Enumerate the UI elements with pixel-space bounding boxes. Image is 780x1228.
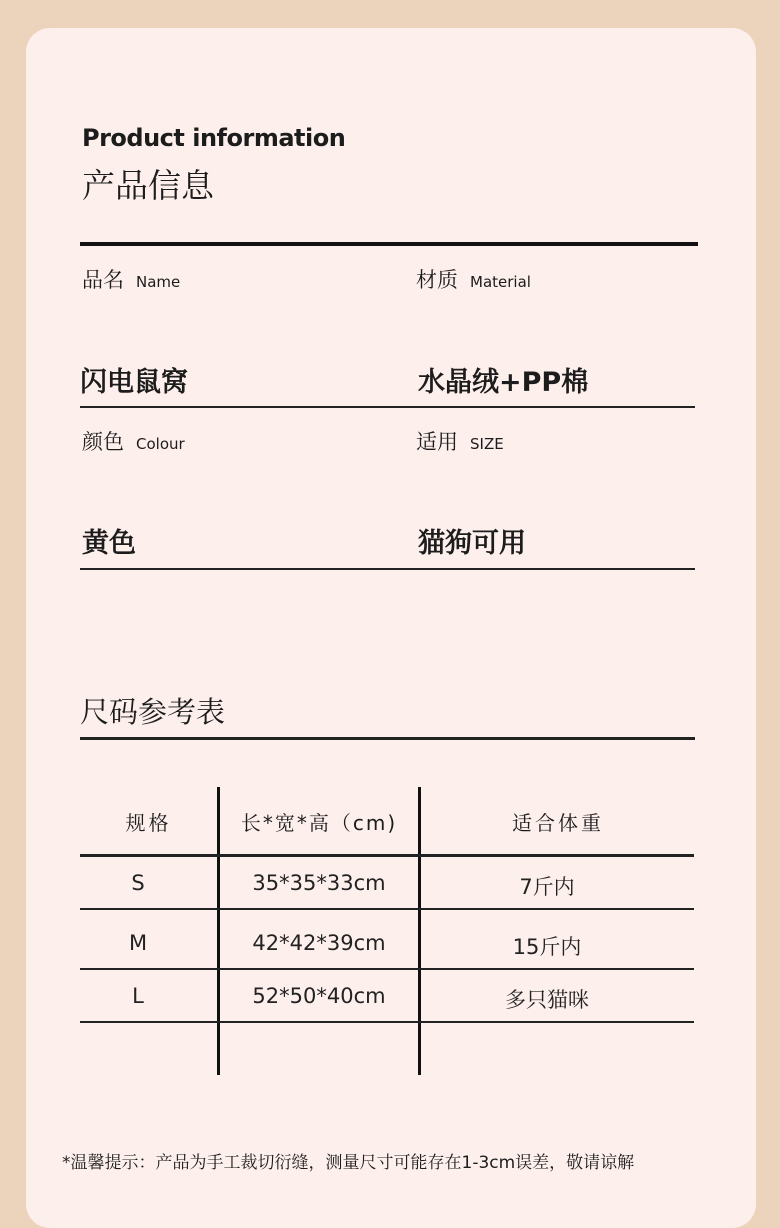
table-cell-weight: 多只猫咪 xyxy=(505,988,589,1012)
title-english: Product information xyxy=(82,124,346,152)
size-table-title-divider xyxy=(80,737,695,740)
field-size-value: 猫狗可用 xyxy=(418,528,526,559)
field-size-label xyxy=(416,426,504,456)
field-colour-value: 黄色 xyxy=(82,528,136,559)
field-label-zh: 颜色 xyxy=(82,430,124,454)
row-divider xyxy=(80,568,695,570)
field-name-label xyxy=(82,264,180,294)
field-label-zh: 适用 xyxy=(416,430,458,454)
table-cell-size: S xyxy=(131,871,145,895)
table-cell-dimensions: 52*50*40cm xyxy=(252,984,386,1008)
field-label-en: Colour xyxy=(136,435,185,453)
disclaimer-note: *温馨提示：产品为手工裁切衍缝，测量尺寸可能存在1-3cm误差，敬请谅解 xyxy=(62,1153,635,1173)
field-name-value: 闪电鼠窝 xyxy=(80,367,188,398)
table-cell-weight: 7斤内 xyxy=(519,875,575,899)
table-cell-weight: 15斤内 xyxy=(512,935,582,959)
field-material-value: 水晶绒+PP棉 xyxy=(418,367,589,398)
field-label-en: SIZE xyxy=(470,435,504,453)
field-colour-label xyxy=(82,426,185,456)
field-label-zh: 材质 xyxy=(416,268,458,292)
field-label-zh: 品名 xyxy=(82,268,124,292)
table-cell-size: M xyxy=(128,931,148,955)
table-row-divider xyxy=(80,968,694,970)
field-material-label xyxy=(416,264,531,294)
table-header-spec: 规格 xyxy=(125,811,172,835)
title-divider xyxy=(80,242,698,246)
table-header-weight: 适合体重 xyxy=(512,811,604,835)
field-label-en: Material xyxy=(470,273,531,291)
info-card xyxy=(26,28,756,1228)
table-cell-size: L xyxy=(132,984,144,1008)
table-header-divider xyxy=(80,854,694,857)
title-chinese: 产品信息 xyxy=(82,166,214,205)
table-cell-dimensions: 42*42*39cm xyxy=(252,931,386,955)
size-table-title: 尺码参考表 xyxy=(80,695,226,729)
table-row-divider xyxy=(80,1021,694,1023)
field-label-en: Name xyxy=(136,273,181,291)
table-cell-dimensions: 35*35*33cm xyxy=(252,871,386,895)
row-divider xyxy=(80,406,695,408)
table-row-divider xyxy=(80,908,694,910)
table-header-dimensions: 长*宽*高（cm) xyxy=(240,811,398,835)
